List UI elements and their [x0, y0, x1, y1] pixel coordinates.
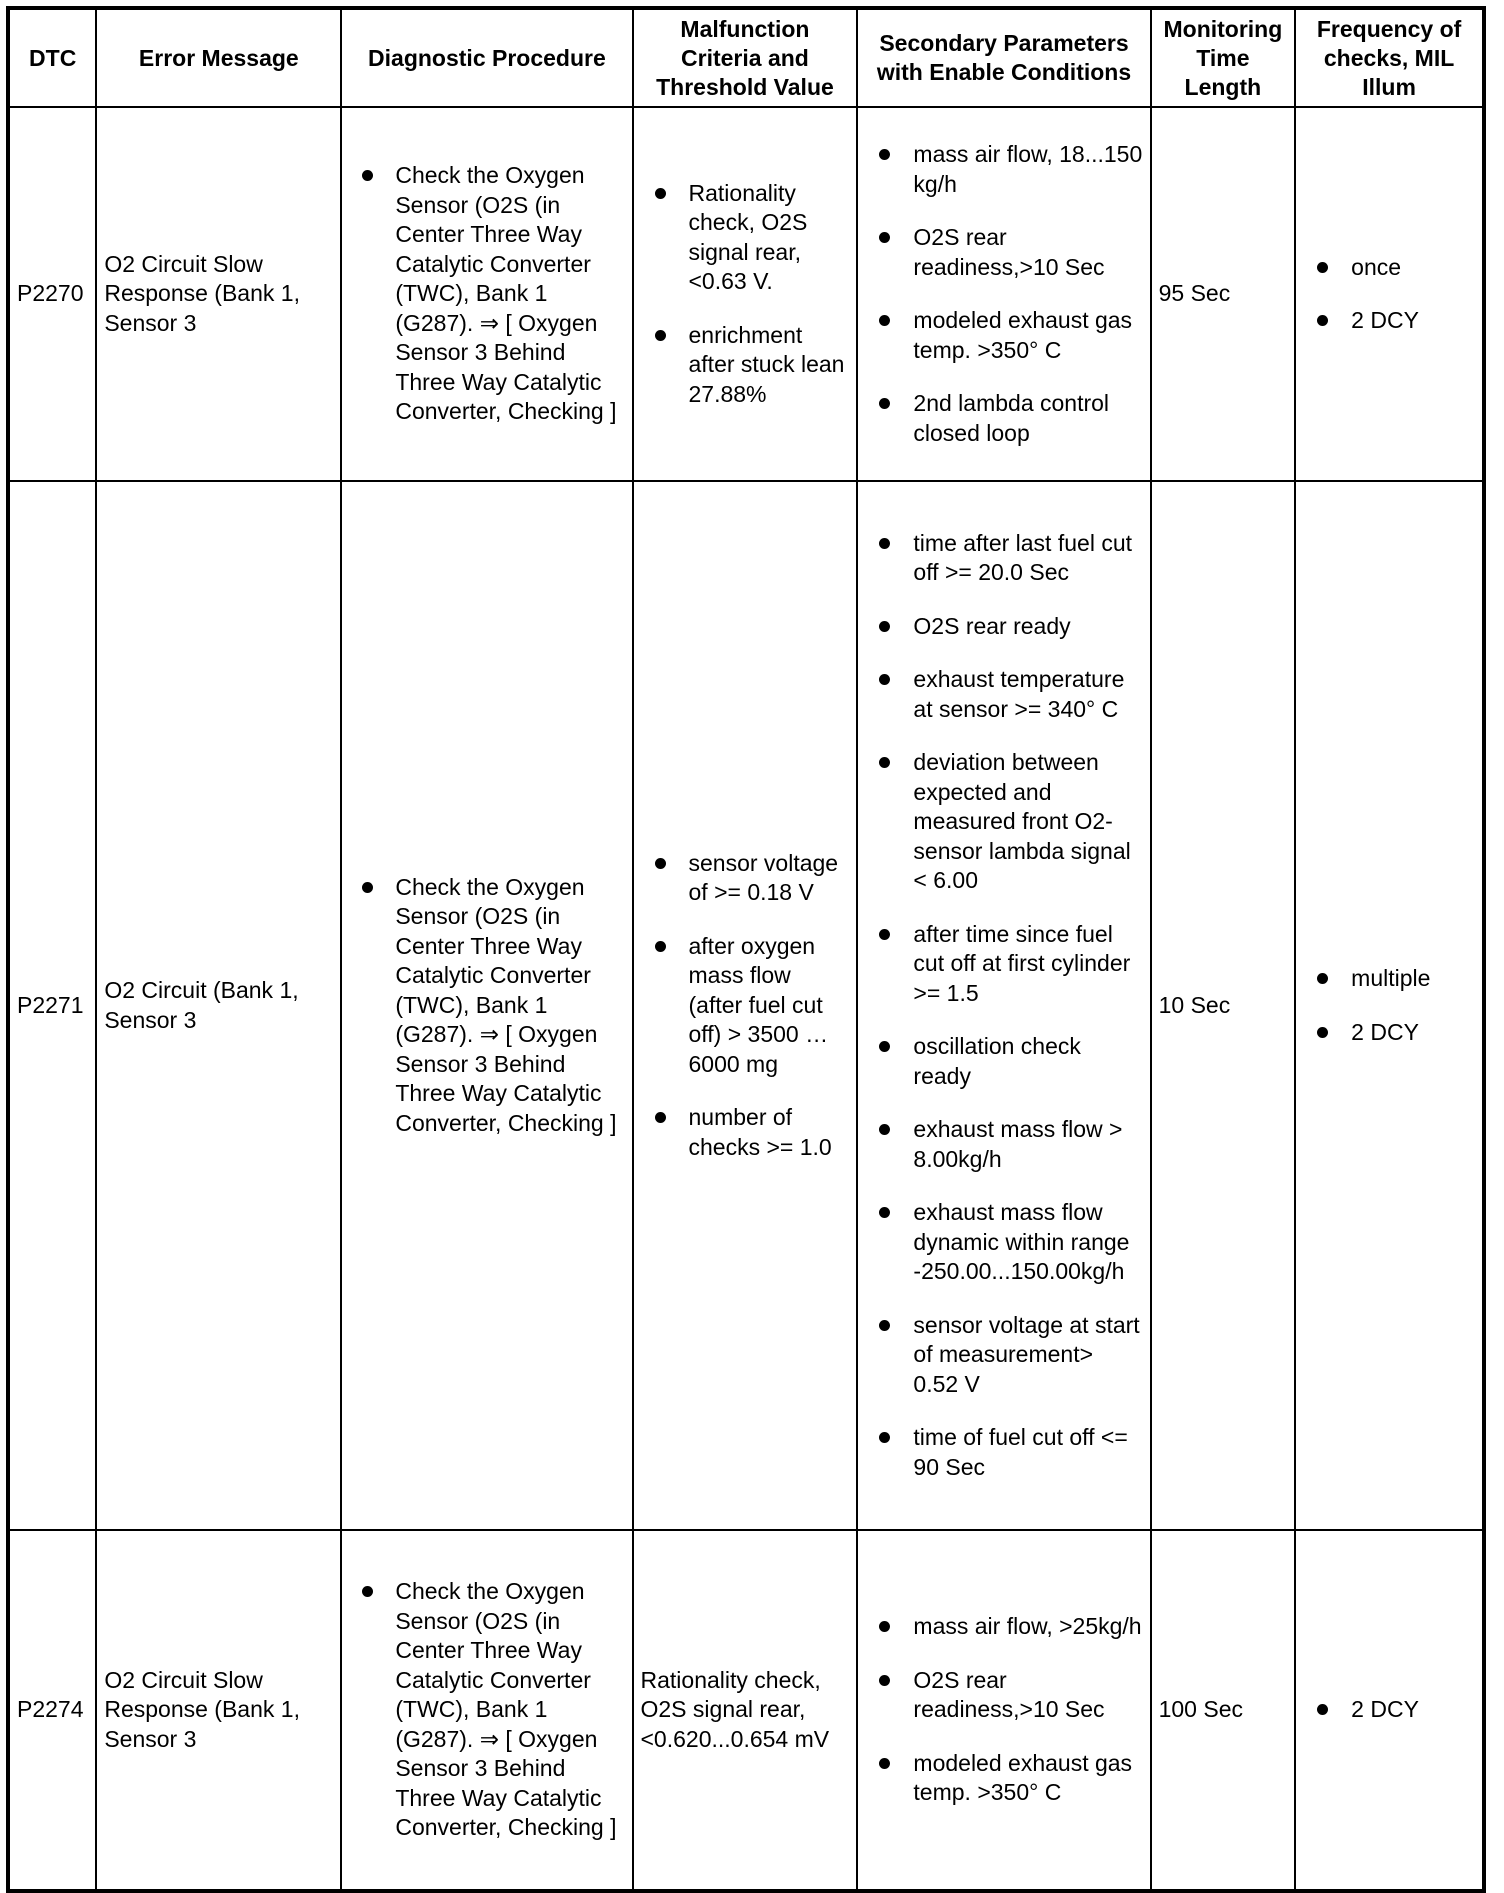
secondary-item: mass air flow, 18...150 kg/h — [865, 140, 1142, 199]
malfunction-item: sensor voltage of >= 0.18 V — [641, 849, 850, 908]
frequency-item: once — [1303, 253, 1475, 283]
procedure-item: Check the Oxygen Sensor (O2S (in Center Three Way Catalytic Converter (TWC), Bank 1 (G287). ⇒ [ Oxygen Sensor 3 Behind Three Way Catalytic Converter, Checking ] — [349, 873, 624, 1139]
secondary-list — [865, 529, 1142, 1483]
secondary-item: time after last fuel cut off >= 20.0 Sec — [865, 529, 1142, 588]
dtc-code: P2270 — [8, 107, 96, 481]
dtc-code: P2274 — [8, 1530, 96, 1891]
malfunction-item: after oxygen mass flow (after fuel cut off) > 3500 … 6000 mg — [641, 932, 850, 1080]
diagnostic-procedure — [341, 107, 632, 481]
secondary-item: oscillation check ready — [865, 1032, 1142, 1091]
secondary-item: deviation between expected and measured front O2-sensor lambda signal < 6.00 — [865, 748, 1142, 896]
secondary-item: after time since fuel cut off at first cylinder >= 1.5 — [865, 920, 1142, 1009]
header-monitoring-time: Monitoring Time Length — [1151, 8, 1296, 107]
malfunction-criteria — [633, 107, 858, 481]
header-row — [8, 8, 1484, 107]
malfunction-list — [641, 179, 850, 410]
secondary-parameters — [857, 481, 1150, 1530]
frequency-list — [1303, 964, 1475, 1047]
frequency-mil — [1295, 107, 1484, 481]
secondary-item: exhaust mass flow dynamic within range -250.00...150.00kg/h — [865, 1198, 1142, 1287]
table-row — [8, 107, 1484, 481]
secondary-list — [865, 140, 1142, 448]
malfunction-criteria: Rationality check, O2S signal rear, <0.620...0.654 mV — [633, 1530, 858, 1891]
frequency-item: 2 DCY — [1303, 306, 1475, 336]
secondary-item: 2nd lambda control closed loop — [865, 389, 1142, 448]
frequency-mil — [1295, 1530, 1484, 1891]
table-row — [8, 1530, 1484, 1891]
diagnostic-procedure — [341, 1530, 632, 1891]
malfunction-list — [641, 849, 850, 1163]
header-diagnostic-procedure: Diagnostic Procedure — [341, 8, 632, 107]
malfunction-item: Rationality check, O2S signal rear, <0.63 V. — [641, 179, 850, 297]
error-message: O2 Circuit (Bank 1, Sensor 3 — [96, 481, 341, 1530]
error-message: O2 Circuit Slow Response (Bank 1, Sensor 3 — [96, 1530, 341, 1891]
monitoring-time: 100 Sec — [1151, 1530, 1296, 1891]
monitoring-time: 95 Sec — [1151, 107, 1296, 481]
secondary-item: modeled exhaust gas temp. >350° C — [865, 306, 1142, 365]
header-dtc: DTC — [8, 8, 96, 107]
procedure-item: Check the Oxygen Sensor (O2S (in Center Three Way Catalytic Converter (TWC), Bank 1 (G287). ⇒ [ Oxygen Sensor 3 Behind Three Way Catalytic Converter, Checking ] — [349, 1577, 624, 1843]
dtc-table — [6, 6, 1486, 1893]
procedure-list — [349, 161, 624, 427]
malfunction-item: enrichment after stuck lean 27.88% — [641, 321, 850, 410]
frequency-item: 2 DCY — [1303, 1695, 1475, 1725]
frequency-list — [1303, 1695, 1475, 1725]
diagnostic-procedure — [341, 481, 632, 1530]
secondary-item: O2S rear readiness,>10 Sec — [865, 1666, 1142, 1725]
secondary-item: exhaust mass flow > 8.00kg/h — [865, 1115, 1142, 1174]
procedure-list — [349, 1577, 624, 1843]
frequency-item: multiple — [1303, 964, 1475, 994]
secondary-item: O2S rear readiness,>10 Sec — [865, 223, 1142, 282]
secondary-item: modeled exhaust gas temp. >350° C — [865, 1749, 1142, 1808]
table-row — [8, 481, 1484, 1530]
malfunction-criteria — [633, 481, 858, 1530]
secondary-item: exhaust temperature at sensor >= 340° C — [865, 665, 1142, 724]
header-error-message: Error Message — [96, 8, 341, 107]
monitoring-time: 10 Sec — [1151, 481, 1296, 1530]
secondary-item: mass air flow, >25kg/h — [865, 1612, 1142, 1642]
frequency-list — [1303, 253, 1475, 336]
secondary-parameters — [857, 1530, 1150, 1891]
header-frequency: Frequency of checks, MIL Illum — [1295, 8, 1484, 107]
malfunction-item: number of checks >= 1.0 — [641, 1103, 850, 1162]
header-malfunction-criteria: Malfunction Criteria and Threshold Value — [633, 8, 858, 107]
error-message: O2 Circuit Slow Response (Bank 1, Sensor 3 — [96, 107, 341, 481]
secondary-item: sensor voltage at start of measurement> 0.52 V — [865, 1311, 1142, 1400]
procedure-item: Check the Oxygen Sensor (O2S (in Center Three Way Catalytic Converter (TWC), Bank 1 (G287). ⇒ [ Oxygen Sensor 3 Behind Three Way Catalytic Converter, Checking ] — [349, 161, 624, 427]
secondary-item: time of fuel cut off <= 90 Sec — [865, 1423, 1142, 1482]
procedure-list — [349, 873, 624, 1139]
secondary-list — [865, 1612, 1142, 1808]
frequency-item: 2 DCY — [1303, 1018, 1475, 1048]
frequency-mil — [1295, 481, 1484, 1530]
dtc-code: P2271 — [8, 481, 96, 1530]
header-secondary-parameters: Secondary Parameters with Enable Conditions — [857, 8, 1150, 107]
secondary-parameters — [857, 107, 1150, 481]
secondary-item: O2S rear ready — [865, 612, 1142, 642]
